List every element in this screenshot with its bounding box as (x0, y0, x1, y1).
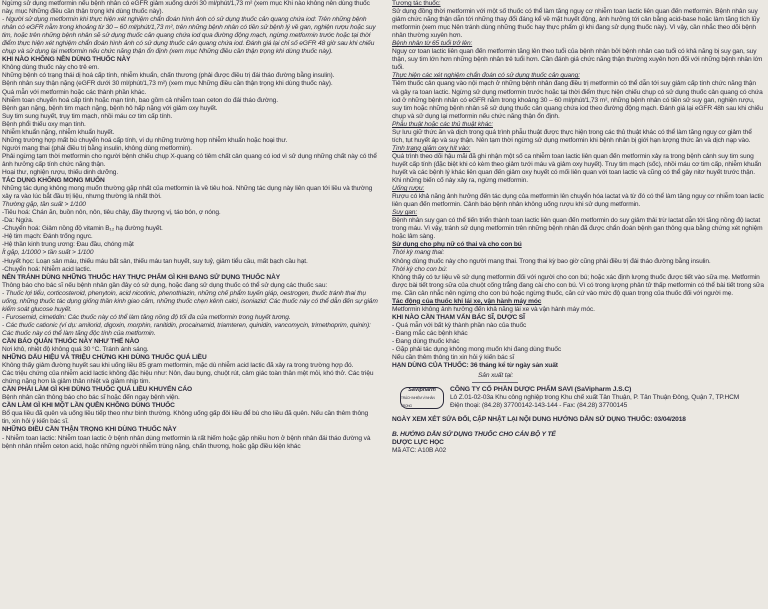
left-paragraph: Những trường hợp mất bù chuyển hoá cấp tính, ví dụ những trường hợp nhiễm khuẩn hoặc hoại thư. (2, 136, 288, 144)
right-paragraph: Thời kỳ mang thai: (392, 249, 445, 257)
company-name: CÔNG TY CỔ PHẦN DƯỢC PHẨM SAVI (SaVipharm J.S.C) (450, 386, 632, 394)
left-paragraph: NHỮNG DẤU HIỆU VÀ TRIỆU CHỨNG KHI DÙNG THUỐC QUÁ LIỀU (2, 354, 207, 362)
right-paragraph: Phẫu thuật hoặc các thủ thuật khác: (392, 120, 494, 128)
revision-date: NGÀY XEM XÉT SỬA ĐỔI, CẬP NHẬT LẠI NỘI DUNG HƯỚNG DẪN SỬ DỤNG THUỐC: 03/04/2018 (392, 416, 686, 424)
left-paragraph: -Hệ tim mạch: Đánh trống ngực. (2, 233, 93, 241)
left-paragraph: Hoại thư, nghiện rượu, thiếu dinh dưỡng. (2, 168, 119, 176)
left-paragraph: Không dùng thuốc này cho trẻ em. (2, 64, 99, 72)
left-paragraph: Nơi khô, nhiệt độ không quá 30 °C. Tránh ánh sáng. (2, 346, 149, 354)
left-paragraph: Những bệnh có trạng thái dị hoá cấp tính, nhiễm khuẩn, chấn thương (phải được điều trị đái tháo đường bằng insulin). (2, 72, 335, 80)
left-paragraph: KHI NÀO KHÔNG NÊN DÙNG THUỐC NÀY (2, 56, 131, 64)
left-paragraph: Bệnh nhân cần thông báo cho bác sĩ hoặc đến ngay bệnh viện. (2, 394, 180, 402)
right-paragraph: Rượu có khả năng ảnh hưởng đến tác dụng của metformin lên chuyển hóa lactat và từ đó có thể làm tăng nguy cơ nhiễm toan lactic liên quan đến metformin. Cảnh báo bệnh nhân không uống rượu khi sử dụng metformin. (392, 193, 764, 209)
atc-code: Mã ATC: A10B A02 (392, 447, 447, 455)
right-paragraph: Suy gan: (392, 209, 418, 217)
left-paragraph: - Các thuốc cationic (ví dụ: amilorid, digoxin, morphin, ranitidin, procainamid, triamteren, quinidin, vancomycin, trimethoprim, quinin): Các thuốc này có thể làm tăng độc tính của metformin. (2, 321, 371, 337)
right-paragraph: Sự lưu giữ thức ăn và dịch trong quá trình phẫu thuật được thực hiện trong các thủ thuật khác có thể làm tăng nguy cơ giảm thể tích, tụt huyết áp và suy thận. Nên tạm thời ngừng sử dụng metformin khi bệnh nhân bị giới hạn lượng thức ăn và dịch nạp vào. (392, 128, 752, 144)
left-paragraph: - Furosemid, cimetidin: Các thuốc này có thể làm tăng nồng độ tối đa của metformin trong huyết tương. (2, 313, 291, 321)
right-paragraph: - Gặp phải tác dụng không mong muốn khi đang dùng thuốc (392, 346, 561, 354)
signature-line (472, 382, 518, 383)
right-paragraph: Không dùng thuốc này cho người mang thai. Trong thai kỳ bao giờ cũng phải điều trị đái tháo đường bằng insulin. (392, 257, 711, 265)
left-paragraph: Bổ qua liều đã quên và uống liều tiếp theo như bình thường. Không uống gấp đôi liều để bù cho liều đã quên. Nếu cần thêm thông tin, xin hỏi ý kiến bác sĩ. (2, 410, 369, 426)
left-paragraph: Những tác dụng không mong muốn thường gặp nhất của metformin là về tiêu hoá. Những tác dụng này liên quan tới liều và thường xảy ra vào lúc bắt đầu trị liệu, nhưng thường là nhất thời. (2, 185, 373, 201)
right-paragraph: Tương tác thuốc: (392, 0, 441, 7)
left-paragraph: Phải ngừng tạm thời metformin cho người bệnh chiếu chụp X-quang có tiêm chất cản quang có iod vì sử dụng những chất này có thể ảnh hưởng cấp tính chức năng thận. (2, 152, 377, 168)
right-paragraphs (392, 0, 764, 370)
left-paragraph: -Chuyển hoá: Nhiễm acid lactic. (2, 265, 92, 273)
company-info (450, 386, 739, 410)
right-paragraph: Metformin không ảnh hưởng đến khả năng lái xe và vận hành máy móc. (392, 305, 595, 313)
left-paragraph: Suy tim sung huyết, trụy tim mạch, nhồi máu cơ tim cấp tính. (2, 112, 173, 120)
left-paragraph: NHỮNG ĐIỀU CẦN THẬN TRỌNG KHI DÙNG THUỐC NÀY (2, 426, 177, 434)
right-paragraph: Sử dụng cho phụ nữ có thai và cho con bú (392, 241, 522, 249)
company-address: Lô Z.01-02-03a Khu công nghiệp trong Khu chế xuất Tân Thuận, P. Tân Thuận Đông, Quận 7, TP.HCM (450, 394, 740, 402)
pharmacology-heading: DƯỢC LỰC HỌC (392, 439, 444, 447)
left-column (2, 0, 378, 451)
right-paragraph: Tiêm thuốc cản quang vào nội mạch ở những bệnh nhân đang điều trị metformin có thể dẫn tới suy giảm cấp tính chức năng thận và gây ra toan lactic. Ngừng sử dụng metformin trước hoặc tại thời điểm thực hiện chiếu chụp có sử dụng thuốc cản quang có chứa iod ở những bệnh nhân có eGFR nằm trong khoảng 30 – 60 ml/phút/1,73 m², những bệnh nhân có tiền sử suy gan, nghiện rượu, suy tim hoặc những bệnh nhân sẽ sử dụng thuốc cản quang chứa iod theo đường động mạch. Đánh giá lại eGFR 48h sau khi chiếu chụp và sử dụng lại metformin nếu chức năng thận ổn định. (392, 80, 763, 120)
left-paragraph: NÊN TRÁNH DÙNG NHỮNG THUỐC HAY THỰC PHẨM GÌ KHI ĐANG SỬ DỤNG THUỐC NÀY (2, 273, 280, 281)
company-block (392, 386, 764, 410)
left-paragraph: Quá mẫn với metformin hoặc các thành phần khác. (2, 88, 147, 96)
right-paragraph: Thời kỳ cho con bú: (392, 265, 448, 273)
left-paragraph: TÁC DỤNG KHÔNG MONG MUỐN (2, 177, 105, 185)
savipharm-logo (400, 387, 444, 409)
left-paragraph: -Hệ thần kinh trung ương: Đau đầu, chóng mặt (2, 241, 134, 249)
section-b-heading: B. HƯỚNG DẪN SỬ DỤNG THUỐC CHO CÁN BỘ Y TẾ (392, 431, 556, 439)
left-paragraph: Ít gặp, 1/1000 > tần suất > 1/100 (2, 249, 94, 257)
logo-tagline: TRÁCH NHIỆM VÌ NHÂN TRỌNG (401, 396, 435, 409)
left-paragraph: CẦN BÁO QUẢN THUỐC NÀY NHƯ THẾ NÀO (2, 337, 140, 345)
company-phone: Điện thoại: (84.28) 37700142-143-144 - Fax: (84.28) 37700145 (450, 402, 628, 410)
left-paragraph: - Thuốc lợi tiểu, corticosteroid, phenytoin, acid nicotinic, phenothiazin, những chế phẩm tuyến giáp, oestrogen, thuốc tránh thai thụ uống, những thuốc tác dụng giống thần kinh giao cảm, những thuốc chẹn kênh calci, isoniazid: Các thuốc này có thể dẫn đến sự giảm kiểm soát glucose huyết. (2, 289, 378, 313)
left-paragraph: Các triệu chứng của nhiễm acid lactic không đặc hiệu như: Nôn, đau bụng, chuột rút, cảm giác toàn thân mệt mỏi, khó thở. Các triệu chứng nặng hơn là giảm thân nhiệt và giảm nhịp tim. (2, 370, 374, 386)
right-paragraph: Thực hiện các xét nghiệm chẩn đoán có sử dụng thuốc cản quang: (392, 72, 580, 80)
left-paragraph: Thường gặp, tần suất > 1/100 (2, 201, 86, 209)
right-paragraph: - Đang dùng thuốc khác (392, 337, 460, 345)
left-paragraph: CẦN PHẢI LÀM GÌ KHI DÙNG THUỐC QUÁ LIỀU KHUYẾN CÁO (2, 386, 192, 394)
left-paragraph: Bệnh gan nặng, bệnh tim mạch nặng, bệnh hô hấp nặng với giảm oxy huyết. (2, 104, 218, 112)
right-paragraph: - Quá mẫn với bất kỳ thành phần nào của thuốc (392, 321, 527, 329)
logo-brand: SaVipharm (408, 387, 436, 394)
right-paragraph: Bệnh nhân suy gan có thể tiến triển thành toan lactic liên quan đến metformin do suy giảm thải trừ lactat dẫn tới tăng nồng độ lactat trong máu. Vì vậy, tránh sử dụng metformin trên những bệnh nhân đã được chẩn đoán bệnh gan thông qua bằng chứng xét nghiệm hoặc lâm sàng. (392, 217, 763, 241)
left-paragraph: -Tiêu hoá: Chán ăn, buồn nôn, nôn, tiêu chảy, đầy thượng vị, táo bón, ợ nóng. (2, 209, 221, 217)
right-paragraph: KHI NÀO CẦN THAM VẤN BÁC SĨ, DƯỢC SĨ (392, 313, 525, 321)
right-paragraph: Tình trạng giảm oxy hít vào: (392, 144, 471, 152)
left-paragraph: -Chuyển hoá: Giảm nồng độ vitamin B₁₂ hạ đường huyết. (2, 225, 163, 233)
left-paragraph: Bệnh phổi thiếu oxy mạn tính. (2, 120, 86, 128)
left-paragraph: Nhiễm khuẩn nặng, nhiễm khuẩn huyết. (2, 128, 115, 136)
left-paragraph: Không thấy giảm đường huyết sau khi uống liều 85 gram metformin, mặc dù nhiễm acid lactic đã xảy ra trong trường hợp đó. (2, 362, 354, 370)
right-paragraph: Nếu cần thêm thông tin xin hỏi ý kiến bác sĩ (392, 354, 515, 362)
right-paragraph: HẠN DÙNG CỦA THUỐC: 36 tháng kể từ ngày sản xuất (392, 362, 558, 370)
left-paragraph: -Huyết học: Loạn sản máu, thiếu máu bất sản, thiếu máu tan huyết, suy tuỷ, giảm tiểu cầu, mất bạch cầu hạt. (2, 257, 308, 265)
right-paragraph: Quá trình theo dõi hậu mãi đã ghi nhận một số ca nhiễm toan lactic liên quan đến metformin xảy ra trong bệnh cảnh suy tim sung huyết cấp tính (đặc biệt khi có kèm theo giảm tưới máu và giảm oxy huyết). Truy tim mạch (sốc), nhồi máu cơ tim cấp, nhiễm khuẩn huyết và các bệnh lý khác liên quan đến giảm oxy huyết có mối liên quan với toan lactic và cũng có thể gây nitơ huyết trước thận. Khi những biến cố này xảy ra, ngừng metformin. (392, 152, 762, 185)
right-paragraph: Uống rượu: (392, 185, 425, 193)
right-paragraph: Tác động của thuốc khi lái xe, vận hành máy móc (392, 297, 542, 305)
right-paragraph: Nguy cơ toan lactic liên quan đến metformin tăng lên theo tuổi của bệnh nhân bởi bệnh nhân cao tuổi có khả năng bị suy gan, suy thận, suy tim lớn hơn những bệnh nhân trẻ tuổi hơn. Cần đánh giá chức năng thận thường xuyên hơn đối với những bệnh nhân lớn tuổi. (392, 48, 763, 72)
manufacturer-signature: Sản xuất tại: (478, 372, 514, 380)
right-paragraph: Không thấy có tư liệu về sử dụng metformin đối với người cho con bú; hoặc xác định lượng thuốc được tiết vào sữa mẹ. Metformin được bài tiết trong sữa của chuột cống trắng đang cài cho con bú. Vì có trong lượng phân tử thấp metformin có thể bài tiết trong sữa mẹ. Cần cân nhắc nên ngừng cho con bú hoặc ngừng thuốc, căn cứ vào mức độ quan trọng của thuốc đối với người mẹ. (392, 273, 764, 297)
left-paragraph: CẦN LÀM GÌ KHI MỘT LẦN QUÊN KHÔNG DÙNG THUỐC (2, 402, 175, 410)
right-column (392, 0, 764, 455)
left-paragraph: Thông báo cho bác sĩ nếu bệnh nhân gần đây có sử dụng, hoặc đang sử dụng thuốc có thể sử dụng các thuốc sau: (2, 281, 328, 289)
left-paragraph: Bệnh nhân suy thận nặng (eGFR dưới 30 ml/phút/1,73 m²) (xem mục Những điều cần thận trọng khi dùng thuốc này). (2, 80, 333, 88)
left-paragraph: - Nhiễm toan lactic: Nhiễm toan lactic ở bệnh nhân dùng metformin là rất hiếm hoặc gặp nhiều hơn ở bệnh nhân đái tháo đường và bệnh nhân nhiễm ceton acid, hoặc những người nhiễm trùng nặng, chấn thương, hoặc gặp điều kiện khác (2, 434, 371, 450)
left-paragraph: -Da: Ngứa. (2, 217, 34, 225)
right-paragraph: Sử dụng đồng thời metformin với một số thuốc có thể làm tăng nguy cơ nhiễm toan lactic liên quan đến metformin. Bệnh nhân suy giảm chức năng thận dẫn tới những thay đổi đáng kể về mặt huyết động, ảnh hưởng tới cân bằng acid-base hoặc làm tăng tích lũy metformin (xem mục Nên tránh dùng những thuốc hay thực phẩm gì khi đang sử dụng thuốc này). Vì vậy, cần nhắc theo dõi bệnh nhân thường xuyên hơn. (392, 8, 760, 40)
left-paragraph: Ngừng sử dụng metformin nếu bệnh nhân có eGFR giảm xuống dưới 30 ml/phút/1,73 m² (xem mục Khi nào không nên dùng thuốc này, mục Những điều cần thận trọng khi dùng thuốc này). (2, 0, 370, 16)
right-paragraph: - Đang mắc các bệnh khác (392, 329, 468, 337)
left-paragraph: Nhiễm toan chuyển hoá cấp tính hoặc mạn tính, bao gồm cả nhiễm toan ceton do đái tháo đường. (2, 96, 278, 104)
left-paragraph: Người mang thai (phải điều trị bằng insulin, không dùng metformin). (2, 144, 192, 152)
left-paragraph: - Người sử dụng metformin khi thực hiện xét nghiệm chẩn đoán hình ảnh có sử dụng thuốc cản quang chứa iod: Trên những bệnh nhân có eGFR nằm trong khoảng từ 30 – 60 ml/phút/1,73 m², trên những bệnh nhân có tiền sử bệnh lý về gan, nghiện rượu hoặc suy tim, hoặc trên những bệnh nhân sẽ sử dụng thuốc cản quang chứa iod qua đường động mạch, ngừng metformin trước hoặc tại thời điểm thực hiện xét nghiệm chẩn đoán hình ảnh có sử dụng thuốc cản quang chứa iod. Đánh giá lại chỉ số eGFR 48 giờ sau khi chiếu chụp và sử dụng lại metformin nếu chức năng thận ổn định (xem mục Những điều cần thận trọng khi dùng thuốc này). (2, 16, 376, 56)
right-paragraph: Bệnh nhân từ 65 tuổi trở lên: (392, 40, 473, 48)
